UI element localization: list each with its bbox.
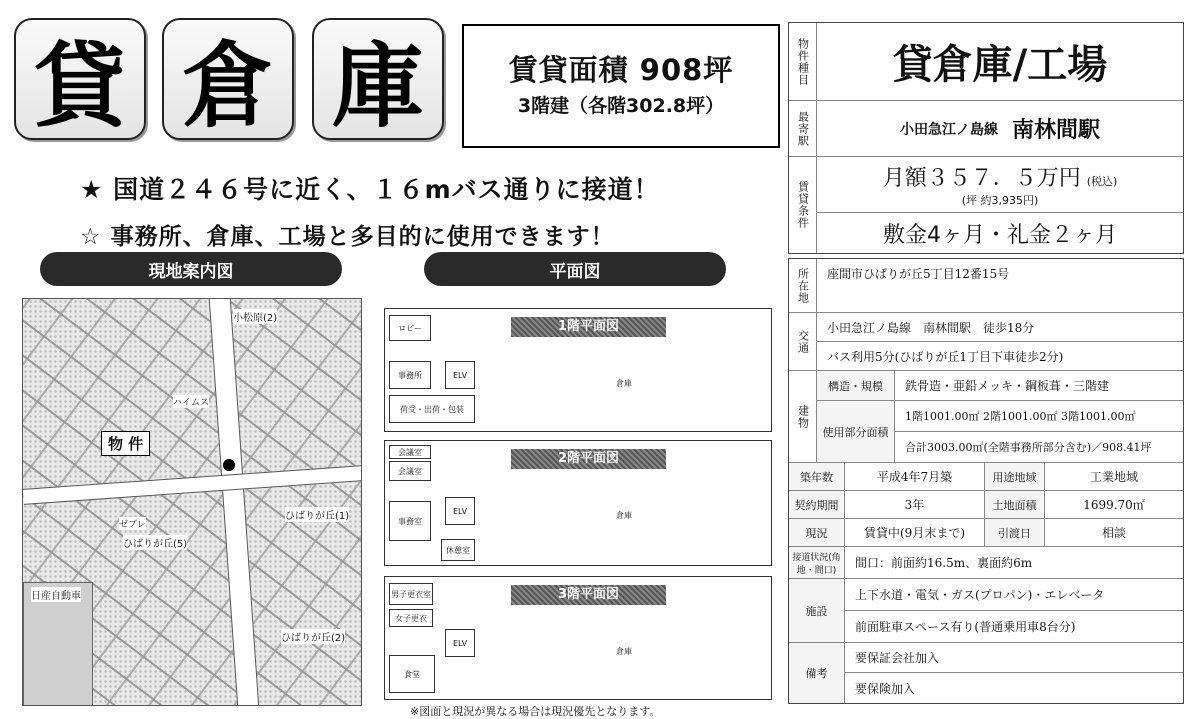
term-label: 契約期間 — [789, 491, 845, 519]
room-cafeteria: 食堂 — [389, 655, 435, 693]
built-year: 平成4年7月築 — [845, 463, 985, 491]
address-label: 所在地 — [789, 259, 817, 313]
rent-label: 賃貸条件 — [789, 157, 817, 253]
current-status: 賃貸中(9月末まで) — [845, 519, 985, 547]
access-bus: バス利用5分(ひばりが丘1丁目下車徒歩2分) — [817, 342, 1183, 371]
facility-label: 施設 — [789, 579, 845, 643]
main-road — [209, 299, 260, 706]
remarks-label: 備考 — [789, 643, 845, 703]
facility-utilities: 上下水道・電気・ガス(プロパン)・エレベータ — [845, 579, 1183, 611]
map-label: ひばりが丘(2) — [281, 629, 345, 644]
structure: 鉄骨造・亜鉛メッキ・鋼板葺・三階建 — [895, 371, 1183, 401]
floor-title: 1階平面図 — [511, 317, 666, 337]
usage-floors: 1階1001.00㎡ 2階1001.00㎡ 3階1001.00㎡ — [895, 401, 1183, 432]
rent-cell — [817, 157, 1183, 213]
train-line: 小田急江ノ島線 — [899, 121, 998, 138]
station-cell — [817, 101, 1183, 157]
plan-section-title: 平面図 — [424, 252, 726, 286]
map-label: ひばりが丘(5) — [123, 535, 187, 550]
room-office: 事務所 — [389, 361, 431, 389]
room-meeting: 会議室 — [389, 461, 431, 481]
map-label: ハイムス — [173, 395, 209, 408]
details-table — [788, 258, 1184, 704]
road-access: 間口：前面約16.5m、裏面約6m — [845, 547, 1183, 579]
road-label: 接道状況(角地・間口) — [789, 547, 845, 579]
floor-plan-1 — [384, 308, 772, 432]
room-lobby: ロビー — [389, 315, 431, 341]
map-label: ゼブレ — [119, 517, 146, 530]
room-break: 休憩室 — [441, 539, 475, 561]
rental-area-box — [462, 24, 780, 148]
title-char-1: 貸 — [14, 18, 146, 140]
nearest-station: 南林間駅 — [1011, 118, 1100, 143]
cross-road — [23, 465, 362, 505]
usage-total: 合計3003.00㎡(全階事務所部分含む)／908.41坪 — [895, 432, 1183, 463]
access-label: 交通 — [789, 313, 817, 371]
map-label: 日産自動車 — [31, 587, 81, 602]
summary-table — [788, 22, 1184, 254]
monthly-rent: 月額３５７．５万円 — [882, 166, 1081, 191]
floor-title: 2階平面図 — [511, 449, 666, 469]
tsubo-price: (坪 約3,935円) — [961, 194, 1039, 207]
facility-parking: 前面駐車スペース有り(普通乗用車8台分) — [845, 611, 1183, 643]
floor-plan-2 — [384, 440, 772, 566]
rental-area: 賃貸面積 908坪 — [508, 53, 734, 87]
station-label: 最寄駅 — [789, 101, 817, 157]
room-elevator: ELV — [445, 497, 475, 525]
remarks-guarantee: 要保証会社加入 — [845, 643, 1183, 673]
title-char-2: 倉 — [162, 18, 294, 140]
highlight-1: ★ 国道２４６号に近く、１６mバス通りに接道！ — [80, 175, 660, 204]
access-walk: 小田急江ノ島線 南林間駅 徒歩18分 — [817, 313, 1183, 342]
tax-note: (税込) — [1086, 175, 1118, 188]
room-warehouse: 倉庫 — [485, 473, 763, 557]
map-label: 小松原(2) — [233, 309, 277, 324]
location-map — [22, 298, 362, 706]
built-label: 築年数 — [789, 463, 845, 491]
handover-date: 相談 — [1045, 519, 1183, 547]
property-marker — [223, 459, 235, 471]
footnote: ※図面と現況が異なる場合は現況優先となります。 — [410, 705, 661, 718]
title-char-3: 庫 — [312, 18, 444, 140]
contract-term: 3年 — [845, 491, 985, 519]
room-womens-locker: 女子更衣 — [389, 609, 433, 627]
type-label: 物件種目 — [789, 23, 817, 101]
room-elevator: ELV — [445, 629, 475, 657]
building-label: 建物 — [789, 371, 817, 463]
room-elevator: ELV — [445, 361, 475, 389]
property-type: 貸倉庫/工場 — [817, 23, 1183, 101]
floor-title: 3階平面図 — [511, 585, 666, 605]
floors-area: 3階建（各階302.8坪） — [517, 95, 725, 117]
structure-label: 構造・規模 — [817, 371, 895, 401]
remarks-insurance: 要保険加入 — [855, 681, 916, 696]
status-label: 現況 — [789, 519, 845, 547]
handover-label: 引渡日 — [985, 519, 1045, 547]
map-label: ひばりが丘(1) — [285, 507, 349, 522]
property-label: 物 件 — [101, 431, 150, 456]
map-section-title: 現地案内図 — [40, 252, 342, 286]
room-office: 事務室 — [389, 501, 431, 541]
floor-plan-3 — [384, 576, 772, 700]
room-meeting: 会議室 — [389, 445, 431, 459]
highlight-2: ☆ 事務所、倉庫、工場と多目的に使用できます！ — [80, 224, 615, 250]
deposit-terms: 敷金4ヶ月・礼金２ヶ月 — [883, 222, 1117, 248]
usage-label: 使用部分面積 — [817, 401, 895, 463]
address: 座間市ひばりが丘5丁目12番15号 — [817, 259, 1183, 313]
land-label: 土地面積 — [985, 491, 1045, 519]
room-shipping: 荷受・出荷・包装 — [389, 395, 475, 423]
room-mens-locker: 男子更衣室 — [389, 583, 433, 605]
room-warehouse: 倉庫 — [485, 341, 763, 425]
zone-label: 用途地域 — [985, 463, 1045, 491]
room-warehouse: 倉庫 — [485, 609, 763, 693]
land-area: 1699.70㎡ — [1045, 491, 1183, 519]
zoning: 工業地域 — [1045, 463, 1183, 491]
